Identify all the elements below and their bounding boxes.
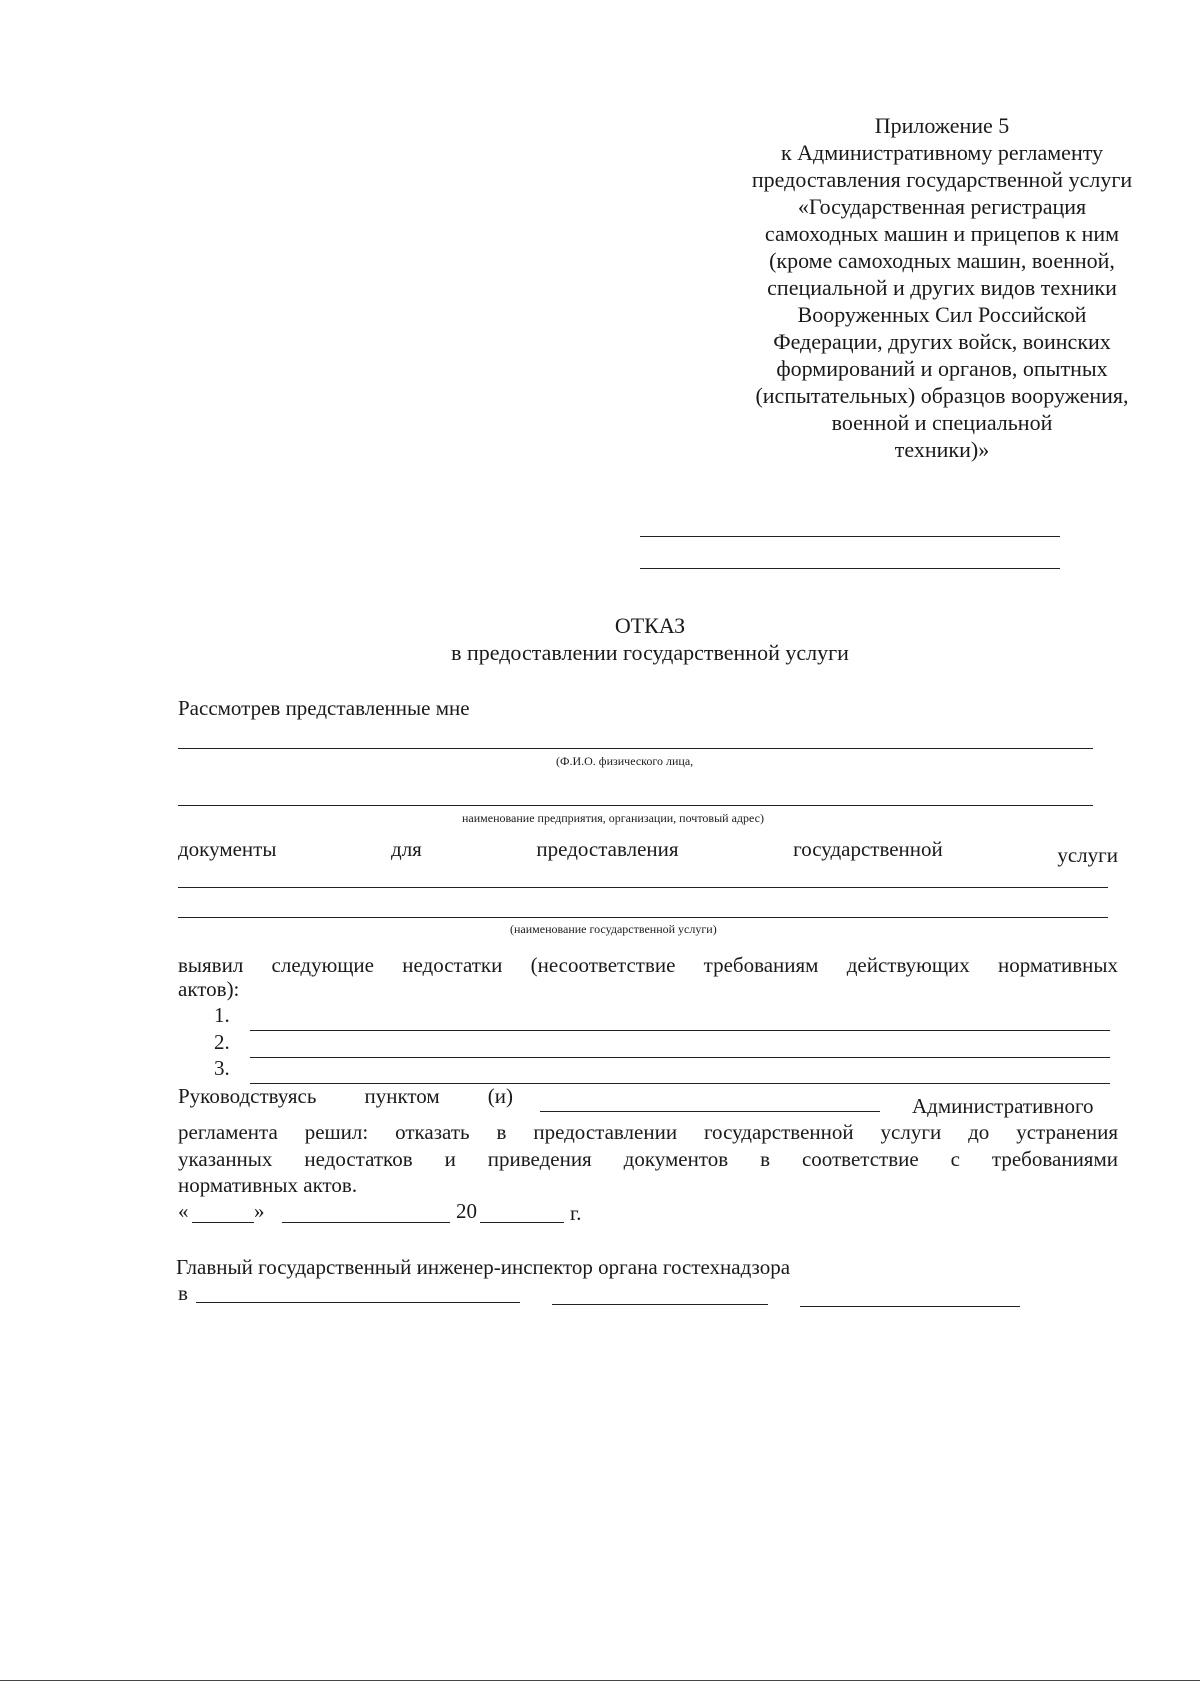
list-number: 2. (214, 1030, 230, 1054)
appendix-line: самоходных машин и прицепов к ним (764, 221, 1120, 246)
scan-edge-line (0, 1680, 1200, 1681)
guided-word: пунктом (364, 1084, 440, 1108)
appendix-line: техники)» (894, 437, 990, 462)
document-title (300, 612, 1000, 666)
list-number: 1. (214, 1003, 230, 1027)
inspector-title: Главный государственный инженер-инспектор органа гостехнадзора (176, 1255, 791, 1279)
in-prefix: в (178, 1281, 188, 1305)
deficiency-field-2[interactable] (250, 1057, 1110, 1058)
addressee-line-2[interactable] (640, 568, 1060, 569)
date-year-suffix: г. (570, 1201, 582, 1225)
signature-field[interactable] (552, 1304, 768, 1305)
date-open-quote: « (178, 1199, 189, 1223)
organ-name-field[interactable] (196, 1302, 520, 1303)
docs-word: предоставления (536, 837, 679, 861)
docs-word: услуги (1057, 843, 1118, 867)
applicant-name-field[interactable] (178, 748, 1093, 749)
guided-word: Руководствуясь (178, 1084, 317, 1108)
service-name-field-1[interactable] (178, 887, 1108, 888)
title-sub: в предоставлении государственной услуги (451, 640, 849, 665)
considered-text: Рассмотрев представленные мне (178, 696, 470, 720)
list-number: 3. (214, 1056, 230, 1080)
caption-fio: (Ф.И.О. физического лица, (556, 754, 694, 768)
decision-line-2: указанных недостатков и приведения документов в соответствие с требованиями (178, 1147, 1118, 1171)
docs-word: документы (178, 837, 277, 861)
appendix-line: к Административному регламенту (780, 140, 1104, 165)
date-close-quote: » (254, 1199, 265, 1223)
appendix-line: военной и специальной (831, 410, 1053, 435)
appendix-line: предоставления государственной услуги (751, 167, 1133, 192)
appendix-header (732, 112, 1152, 463)
decision-line-3: нормативных актов. (178, 1173, 358, 1197)
addressee-line-1[interactable] (640, 536, 1060, 537)
docs-word: государственной (793, 837, 943, 861)
clause-number-field[interactable] (540, 1111, 880, 1112)
found-line-2: актов): (178, 977, 240, 1001)
title-main: ОТКАЗ (614, 613, 686, 638)
appendix-line: Вооруженных Сил Российской (797, 302, 1087, 327)
administrative-word: Административного (912, 1094, 1094, 1118)
appendix-line: формирований и органов, опытных (776, 356, 1108, 381)
documents-line (178, 836, 1118, 869)
appendix-line: «Государственная регистрация (797, 194, 1087, 219)
appendix-line: Приложение 5 (874, 113, 1010, 138)
decision-line-1: регламента решил: отказать в предоставлении государственной услуги до устранения (178, 1120, 1118, 1144)
name-field[interactable] (800, 1306, 1020, 1307)
date-day-field[interactable] (192, 1222, 254, 1223)
guided-word: (и) (487, 1084, 513, 1108)
appendix-line: Федерации, других войск, воинских (773, 329, 1111, 354)
service-name-field-2[interactable] (178, 917, 1108, 918)
guided-by-line (178, 1083, 513, 1110)
deficiency-field-1[interactable] (250, 1030, 1110, 1031)
found-line-1: выявил следующие недостатки (несоответствие требованиям действующих нормативных (178, 953, 1118, 977)
appendix-line: (кроме самоходных машин, военной, (769, 248, 1115, 273)
date-year-prefix: 20 (456, 1199, 477, 1223)
appendix-line: специальной и других видов техники (767, 275, 1117, 300)
date-month-field[interactable] (282, 1222, 450, 1223)
date-year-field[interactable] (480, 1222, 564, 1223)
docs-word: для (391, 837, 422, 861)
caption-service: (наименование государственной услуги) (510, 922, 717, 936)
applicant-org-field[interactable] (178, 805, 1093, 806)
caption-org: наименование предприятия, организации, почтовый адрес) (462, 811, 764, 825)
appendix-line: (испытательных) образцов вооружения, (755, 383, 1129, 408)
